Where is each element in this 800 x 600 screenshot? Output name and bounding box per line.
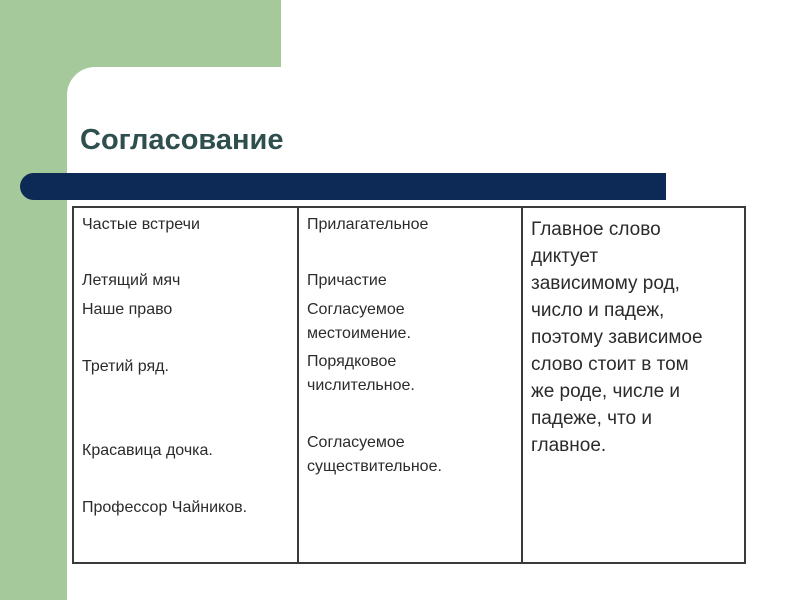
rule-line: главное.	[531, 435, 607, 456]
pos-item: Порядковое	[307, 353, 397, 370]
rule-line: же роде, числе и	[531, 381, 681, 402]
agreement-table	[72, 206, 746, 564]
rule-text	[531, 216, 743, 459]
example-item: Летящий мяч	[82, 272, 181, 289]
example-item: Частые встречи	[82, 216, 200, 233]
pos-item: Согласуемое	[307, 434, 405, 451]
parts-of-speech-column	[299, 208, 523, 562]
rule-line: диктует	[531, 246, 599, 267]
example-item: Красавица дочка.	[82, 442, 213, 459]
rule-column	[523, 208, 744, 562]
pos-item: существительное.	[307, 458, 442, 475]
rule-line: зависимому род,	[531, 273, 680, 294]
example-item: Наше право	[82, 301, 173, 318]
rule-line: число и падеж,	[531, 300, 665, 321]
example-item: Третий ряд.	[82, 358, 169, 375]
pos-item: Прилагательное	[307, 216, 429, 233]
rule-line: падеже, что и	[531, 408, 652, 429]
examples-column	[74, 208, 299, 562]
pos-item: Причастие	[307, 272, 387, 289]
pos-item: Согласуемое	[307, 301, 405, 318]
rule-line: Главное слово	[531, 219, 661, 240]
rule-line: поэтому зависимое	[531, 327, 703, 348]
example-item: Профессор Чайников.	[82, 499, 248, 516]
title-underline-bar	[20, 173, 666, 200]
rule-line: слово стоит в том	[531, 354, 689, 375]
slide-title: Согласование	[80, 124, 284, 156]
pos-item: числительное.	[307, 377, 415, 394]
pos-item: местоимение.	[307, 325, 411, 342]
